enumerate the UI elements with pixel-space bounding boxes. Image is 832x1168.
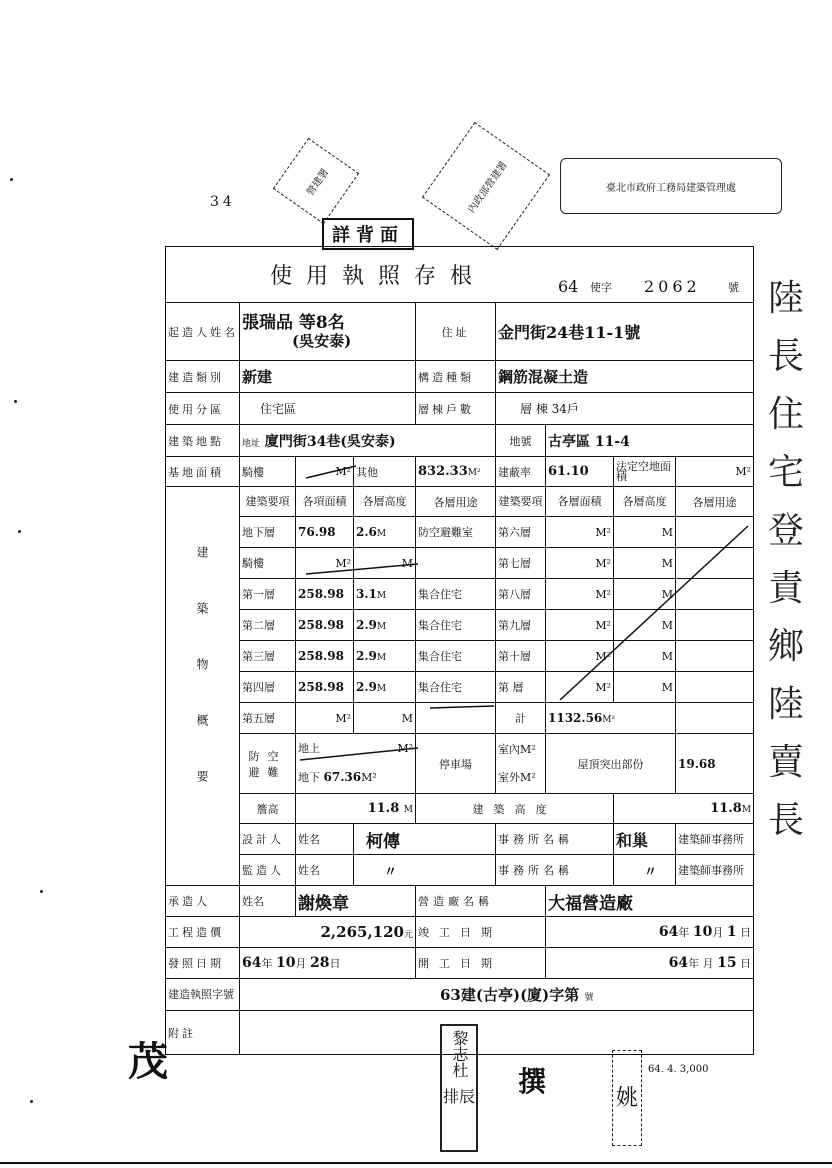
cost-label: 工程造價 xyxy=(166,917,240,948)
issue-date: 64年 10月 28日 xyxy=(240,948,416,979)
diagonal-line xyxy=(560,526,748,700)
legal-area-label: 法定空地面積 xyxy=(614,457,676,487)
address-value: 金門街24巷11-1號 xyxy=(496,303,754,361)
site-value: 廈門街34巷(吳安泰) xyxy=(264,433,396,450)
structure-value: 鋼筋混凝土造 xyxy=(496,361,754,393)
use-label: 使用分區 xyxy=(166,393,240,425)
supervisor-office: 〃 xyxy=(614,855,676,886)
floor-row: 第四層 258.98 2.9M 集合住宅 第 層 M² M xyxy=(166,672,754,703)
total-value: 1132.56 xyxy=(548,711,603,725)
designer-name: 柯傳 xyxy=(354,824,496,855)
right-margin-text: 陸 長 住 宅 登 責 鄉 陸 賣 長 xyxy=(768,278,805,841)
use-value: 住宅區 xyxy=(240,393,416,425)
permit-stub-form: 使用執照存根 64 使字 2062 號 起造人姓名 張瑞品 等8名 (吳安泰) 住址 金門街24巷11-1號 建造類別 新建 構造種類 鋼筋混凝土造 使用分區 住宅區 層棟戶數 層 棟 34戶 建築地點 地址 廈門街34巷(吳安泰) 地號 古亭區 11-4 基地面積 騎樓 M² 其他 832.33M² 建蔽率 61.10 法定空地面積 M² 建築物概要 建築要項 各項面積 各層高度 各層用途 建築要項 各層面積 各層高度 各層用途 地下層 76.98 2.6M 防空避難室 第六層 M² M 騎樓 M² M 第七層 M² M 第一層 258.98 3.1M 集合住宅 第八層 M² M 第二層 258.98 2.9M 集合住宅 第九層 M² M 第三層 258.98 2.9M 集合住宅 第十層 M² M 第四層 258.98 2.9M 集合住宅 第 層 M² M 第五層 M² M 計 1132.56M² 防空避難 地上 M² 地下 67.36M² 停車場 室內M² 室外M² 屋頂突出部份 19.68 簷高 11.8 M 建築高度 11.8M 設計人 姓名 柯傳 事務所名稱 和巢 建築師事務所 監造人 姓名 〃 事務所名稱 〃 建築師事務所 承造人 姓名 謝煥章 營造廠名稱 大福營造廠 工程造價 2,265,120元 竣工日期 64年 10月 1 日 發照日期 64年 10月 28日 開工日期 64年 月 15 日 建造執照字號 63建(古亭)(廈)字第 號 附註 xyxy=(165,246,754,1055)
floors-label: 層棟戶數 xyxy=(416,393,496,425)
owner-name: 張瑞品 等8名 xyxy=(242,312,345,333)
owner-label: 起造人姓名 xyxy=(166,303,240,361)
back-side-label: 詳背面 xyxy=(322,218,414,250)
site-label: 建築地點 xyxy=(166,425,240,457)
floor-row: 第三層 258.98 2.9M 集合住宅 第十層 M² M xyxy=(166,641,754,672)
received-stamp: 營建署 xyxy=(273,138,359,224)
form-title: 使用執照存根 xyxy=(270,264,487,289)
permit-number: 2062 xyxy=(644,277,701,296)
building-type-value: 新建 xyxy=(240,361,416,393)
seal-stamp: 姚 xyxy=(612,1050,642,1146)
floor-row: 第一層 258.98 3.1M 集合住宅 第八層 M² M xyxy=(166,579,754,610)
permit-number-prefix: 64 xyxy=(558,277,579,296)
permit-label: 建造執照字號 xyxy=(166,979,240,1011)
designer-label: 設計人 xyxy=(240,824,296,855)
arcade-label: 騎樓 xyxy=(242,465,264,479)
supervisor-name: 〃 xyxy=(354,855,496,886)
structure-label: 構造種類 xyxy=(416,361,496,393)
start-date: 64年 月 15 日 xyxy=(546,948,754,979)
roof-label: 屋頂突出部份 xyxy=(546,734,676,794)
eave-value: 11.8 xyxy=(367,801,400,816)
strike-line xyxy=(430,706,494,708)
floor-row: 騎樓 M² M 第七層 M² M xyxy=(166,548,754,579)
coverage-label: 建蔽率 xyxy=(496,457,546,487)
issue-label: 發照日期 xyxy=(166,948,240,979)
coverage-value: 61.10 xyxy=(546,457,614,487)
building-summary-label: 建築物概要 xyxy=(195,546,209,826)
strike-line xyxy=(306,564,418,574)
designer-office: 和巢 xyxy=(614,824,676,855)
arcade-unit: M² xyxy=(335,465,351,478)
lot-value: 古亭區 11-4 xyxy=(546,425,754,457)
owner-name-2: (吳安泰) xyxy=(292,331,352,350)
factory-value: 大福營造廠 xyxy=(546,886,754,917)
building-type-label: 建造類別 xyxy=(166,361,240,393)
other-value: 832.33 xyxy=(418,464,468,479)
roof-value: 19.68 xyxy=(676,734,754,794)
other-label: 其他 xyxy=(356,465,378,479)
cost-value: 2,265,120 xyxy=(320,923,404,941)
parking-label: 停車場 xyxy=(416,734,496,794)
floor-row: 第五層 M² M 計 1132.56M² xyxy=(166,703,754,734)
supervisor-label: 監造人 xyxy=(240,855,296,886)
floor-row: 第二層 258.98 2.9M 集合住宅 第九層 M² M xyxy=(166,610,754,641)
approval-stamp: 黎志杜 排辰 xyxy=(440,1024,478,1152)
permit-number-suffix: 號 xyxy=(728,281,739,294)
floor-row: 地下層 76.98 2.6M 防空避難室 第六層 M² M xyxy=(166,517,754,548)
bottom-signature: 撰 xyxy=(518,1065,547,1098)
footer-code: 64. 4. 3,000 xyxy=(648,1064,709,1075)
bheight-label: 建築高度 xyxy=(416,794,614,824)
note-label: 附註 xyxy=(166,1011,240,1055)
permit-number-mid: 使字 xyxy=(590,281,612,294)
floors-value: 層 棟 34戶 xyxy=(496,393,754,425)
margin-signature: 茂 xyxy=(128,1038,168,1085)
bheight-value: 11.8 xyxy=(710,801,742,816)
bottom-edge xyxy=(0,1162,832,1164)
lot-label: 地號 xyxy=(496,425,546,457)
base-area-label: 基地面積 xyxy=(166,457,240,487)
eave-label: 簷高 xyxy=(240,794,296,824)
strike-line xyxy=(300,748,418,760)
site-address-prefix: 地址 xyxy=(242,438,261,449)
completion-date: 64年 10月 1 日 xyxy=(546,917,754,948)
strike-line xyxy=(306,466,356,478)
address-label: 住址 xyxy=(416,303,496,361)
office-stamp: 臺北市政府工務局建築管理處 xyxy=(560,158,782,214)
contractor-label: 承造人 xyxy=(166,886,240,917)
contractor-name: 謝煥章 xyxy=(296,886,416,917)
below-value: 67.36 xyxy=(323,770,362,784)
permit-value: 63建(古亭)(廈)字第 xyxy=(440,986,580,1004)
shelter-label: 防空避難 xyxy=(240,734,296,794)
review-stamp: 內政部營建署 xyxy=(422,122,550,250)
page-number: 34 xyxy=(210,194,236,210)
